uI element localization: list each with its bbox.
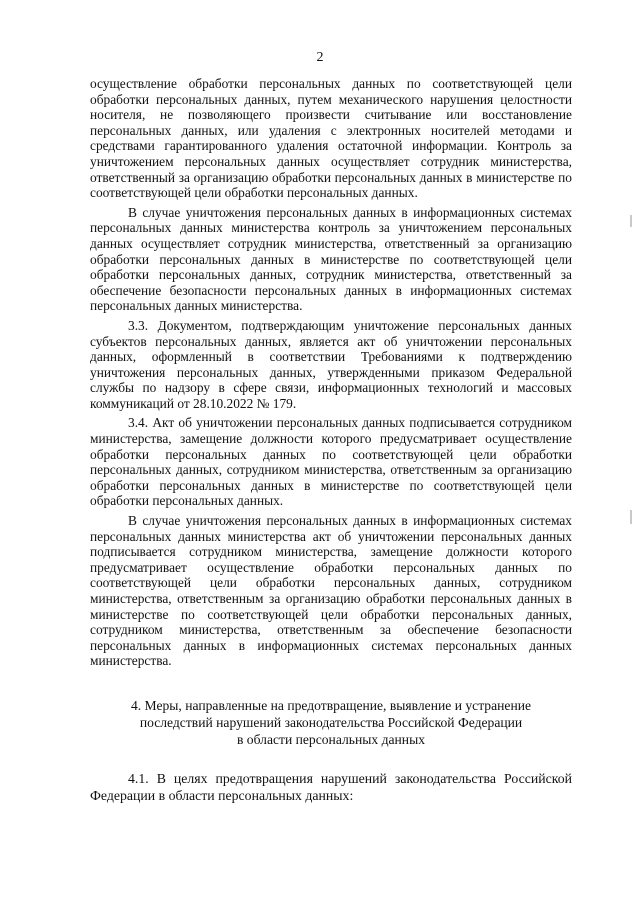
paragraph-3-3: 3.3. Документом, подтверждающим уничтожение персональных данных субъектов персональных данных, является акт об уничтожении персональных данных, оформленный в соответствии Требованиями к подтверждению уничтожения персональных данных, утвержденными приказом Федеральной службы по надзору в сфере связи, информационных технологий и массовых коммуникаций от 28.10.2022 № 179. <box>90 317 572 411</box>
paragraph-4-1: 4.1. В целях предотвращения нарушений законодательства Российской Федерации в области персональных данных: <box>90 770 572 803</box>
section-heading-line-2: последствий нарушений законодательства Российской Федерации <box>139 714 523 730</box>
scan-margin-mark <box>630 215 632 227</box>
document-body <box>90 76 572 804</box>
section-heading-line-1: 4. Меры, направленные на предотвращение, выявление и устранение <box>130 697 532 713</box>
section-heading <box>90 697 572 748</box>
paragraph-continuation: осуществление обработки персональных данных по соответствующей цели обработки персональных данных, путем механического нарушения целостности носителя, не позволяющего произвести считывание или восстановление персональных данных, или удаления с электронных носителей методами и средствами гарантированного удаления остаточной информации. Контроль за уничтожением персональных данных осуществляет сотрудник министерства, ответственный за организацию обработки персональных данных в министерстве по соответствующей цели обработки персональных данных. <box>90 76 572 201</box>
paragraph-is-destruction-act: В случае уничтожения персональных данных в информационных системах персональных данных министерства акт об уничтожении персональных данных подписывается сотрудником министерства, замещение должности которого предусматривает осуществление обработки персональных данных по соответствующей цели обработки персональных данных, сотрудником министерства, ответственным за организацию обработки персональных данных в министерстве по соответствующей цели обработки персональных данных, сотрудником министерства, ответственным за обеспечение безопасности персональных данных в информационных системах персональных данных министерства. <box>90 513 572 669</box>
paragraph-3-4: 3.4. Акт об уничтожении персональных данных подписывается сотрудником министерства, замещение должности которого предусматривает осуществление обработки персональных данных по соответствующей цели обработки персональных данных, сотрудником министерства, ответственным за организацию обработки персональных данных в министерстве по соответствующей цели обработки персональных данных. <box>90 415 572 509</box>
page-number: 2 <box>316 50 324 65</box>
section-heading-line-3: в области персональных данных <box>236 731 426 747</box>
paragraph-is-destruction-control: В случае уничтожения персональных данных в информационных системах персональных данных министерства контроль за уничтожением персональных данных осуществляет сотрудник министерства, ответственный за организацию обработки персональных данных в министерстве по соответствующей цели обработки персональных данных, сотрудник министерства, ответственный за обеспечение безопасности персональных данных в информационных системах персональных данных министерства. <box>90 204 572 314</box>
scan-margin-mark <box>630 510 632 524</box>
